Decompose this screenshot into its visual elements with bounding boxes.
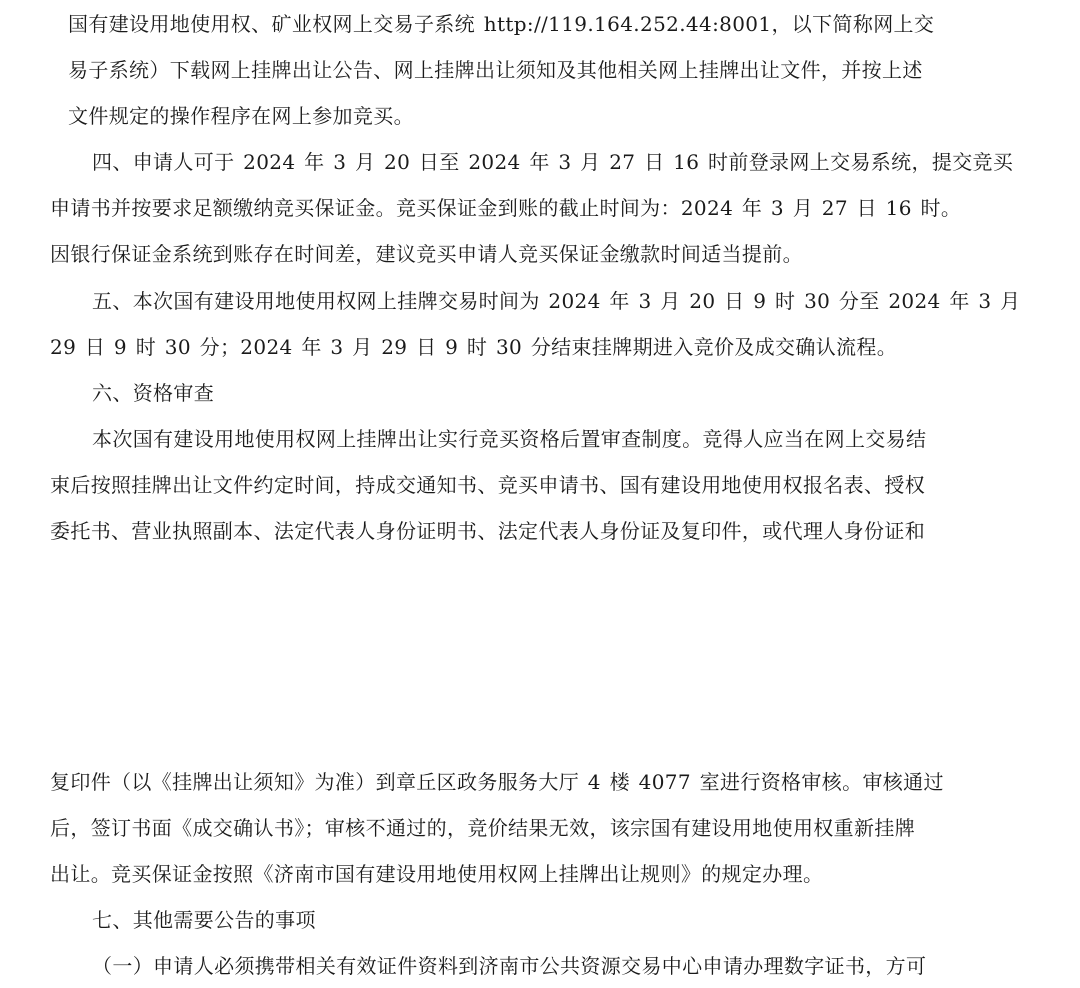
text-line: 因银行保证金系统到账存在时间差，建议竞买申请人竞买保证金缴款时间适当提前。 — [50, 242, 803, 266]
text-line: 文件规定的操作程序在网上参加竞买。 — [68, 104, 414, 128]
section-heading-7: 七、其他需要公告的事项 — [92, 908, 316, 932]
section-heading-6: 六、资格审查 — [92, 381, 215, 405]
text-line: 申请书并按要求足额缴纳竞买保证金。竞买保证金到账的截止时间为：2024 年 3 月 27 日 16 时。 — [50, 196, 962, 220]
text-line: 国有建设用地使用权、矿业权网上交易子系统 http://119.164.252.44:8001，以下简称网上交 — [68, 12, 935, 36]
paragraph-heading-5: 五、本次国有建设用地使用权网上挂牌交易时间为 2024 年 3 月 20 日 9 时 30 分至 2024 年 3 月 — [92, 289, 1021, 313]
text-line: 29 日 9 时 30 分；2024 年 3 月 29 日 9 时 30 分结束挂牌期进入竞价及成交确认流程。 — [50, 335, 898, 359]
text-line: 出让。竞买保证金按照《济南市国有建设用地使用权网上挂牌出让规则》的规定办理。 — [50, 862, 824, 886]
text-line: 束后按照挂牌出让文件约定时间，持成交通知书、竞买申请书、国有建设用地使用权报名表、授权 — [50, 473, 926, 497]
text-line: 后，签订书面《成交确认书》；审核不通过的，竞价结果无效，该宗国有建设用地使用权重新挂牌 — [50, 816, 916, 840]
paragraph-heading-4: 四、申请人可于 2024 年 3 月 20 日至 2024 年 3 月 27 日 16 时前登录网上交易系统，提交竞买 — [92, 150, 1014, 174]
text-line: 委托书、营业执照副本、法定代表人身份证明书、法定代表人身份证及复印件，或代理人身份证和 — [50, 519, 926, 543]
text-line: （一）申请人必须携带相关有效证件资料到济南市公共资源交易中心申请办理数字证书，方可 — [92, 954, 927, 978]
text-line: 复印件（以《挂牌出让须知》为准）到章丘区政务服务大厅 4 楼 4077 室进行资格审核。审核通过 — [50, 770, 944, 794]
text-line: 易子系统）下载网上挂牌出让公告、网上挂牌出让须知及其他相关网上挂牌出让文件，并按上述 — [68, 58, 923, 82]
text-line: 本次国有建设用地使用权网上挂牌出让实行竞买资格后置审查制度。竞得人应当在网上交易结 — [92, 427, 927, 451]
